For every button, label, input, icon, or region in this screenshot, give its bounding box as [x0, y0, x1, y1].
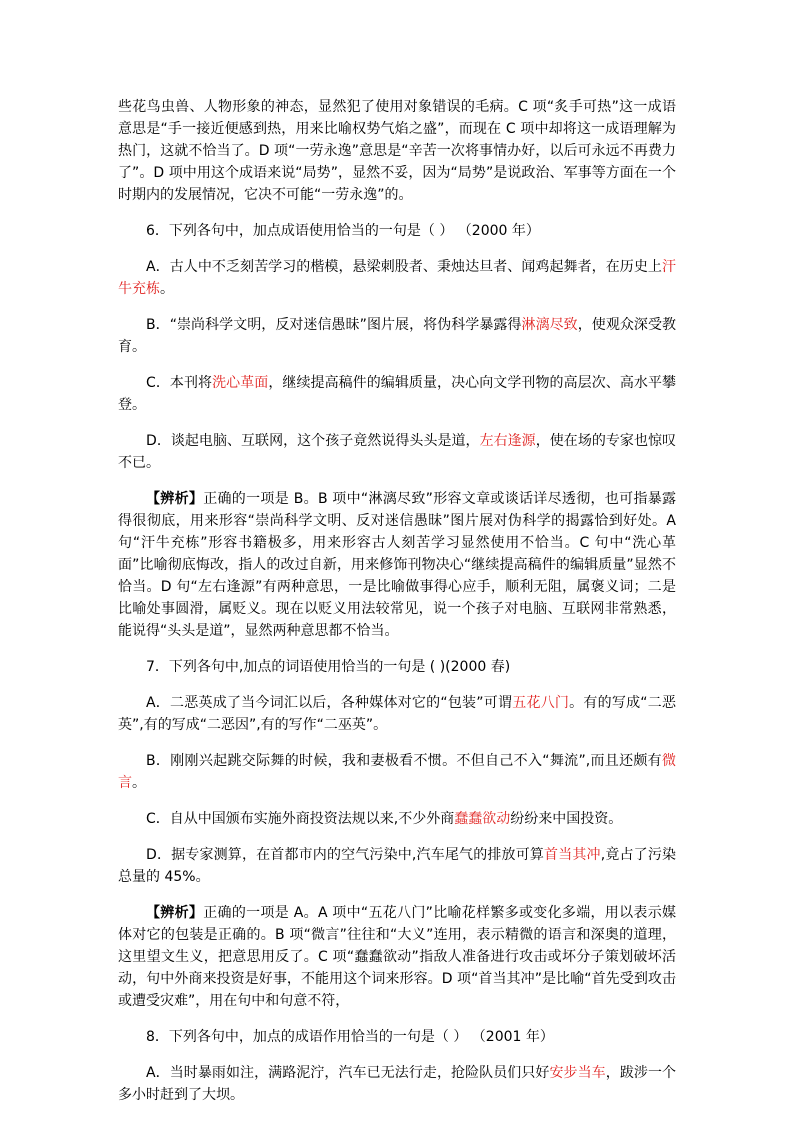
text-run: 。 — [160, 281, 174, 297]
text-run: 8．下列各句中，加点的成语作用恰当的一句是（ ） （2001 年） — [146, 1029, 554, 1045]
text-run: A．当时暴雨如注，满路泥泞，汽车已无法行走，抢险队员们只好 — [146, 1065, 550, 1081]
question-7-option-c — [118, 808, 676, 830]
text-run: 6．下列各句中，加点成语使用恰当的一句是（ ） （2000 年） — [146, 223, 540, 239]
text-run: ，使观众深受教育。 — [118, 317, 677, 355]
text-run: D．谈起电脑、互联网，这个孩子竟然说得头头是道， — [146, 433, 480, 449]
highlighted-idiom: 首当其冲 — [544, 847, 601, 863]
highlighted-idiom: 汗牛充栋 — [118, 259, 676, 297]
text-run: A．古人中不乏刻苦学习的楷模，悬梁刺股者、秉烛达旦者、闻鸡起舞者，在历史上 — [146, 259, 662, 275]
text-run: 些花鸟虫兽、人物形象的神态，显然犯了使用对象错误的毛病。C 项“炙手可热”这一成语意思是“手一接近便感到热，用来比喻权势气焰之盛”，而现在 C 项中却将这一成语理解为热门，这就不恰当了。D 项“一劳永逸”意思是“辛苦一次将事情办好，以后可永远不再费力了”。D 项中用这个成语来说“局势”，显然不妥，因为“局势”是说政治、军事等方面在一个时期内的发展情况，它决不可能“一劳永逸”的。 — [118, 99, 676, 203]
question-7-option-d — [118, 844, 676, 888]
question-6-analysis — [118, 488, 676, 642]
paragraph-intro — [118, 96, 676, 206]
highlighted-idiom: 安步当车 — [549, 1065, 606, 1081]
question-7 — [118, 656, 676, 678]
highlighted-idiom: 微言 — [118, 753, 676, 791]
question-7-option-a — [118, 692, 676, 736]
question-7-analysis — [118, 902, 676, 1012]
question-6-option-c — [118, 372, 676, 416]
question-7-option-b — [118, 750, 676, 794]
text-run: ，使在场的专家也惊叹不已。 — [118, 433, 677, 471]
question-6-option-b — [118, 314, 676, 358]
text-run: 纷纷来中国投资。 — [510, 811, 623, 827]
text-run: 。 — [132, 775, 146, 791]
text-run: ，跋涉一个多小时赶到了大坝。 — [118, 1065, 677, 1103]
question-6-option-a — [118, 256, 676, 300]
text-run: 正确的一项是 A。A 项中“五花八门”比喻花样繁多或变化多端，用以表示媒体对它的包装是正确的。B 项“微言”往往和“大义”连用，表示精微的语言和深奥的道理，这里望文生义，把意思用反了。C 项“蠢蠢欲动”指敌人准备进行攻击或坏分子策划破坏活动，句中外商来投资是好事，不能用这个词来形容。D 项“首当其冲”是比喻“首先受到攻击或遭受灾难”，用在句中和句意不符， — [118, 905, 677, 1009]
text-run: A．二恶英成了当今词汇以后，各种媒体对它的“包装”可谓 — [146, 695, 513, 711]
highlighted-idiom: 蠢蠢欲动 — [454, 811, 511, 827]
text-run: C．本刊将 — [146, 375, 213, 391]
text-run: 7．下列各句中,加点的词语使用恰当的一句是 ( )(2000 春) — [146, 659, 511, 675]
analysis-label: 【辨析】 — [146, 491, 204, 507]
question-6-option-d — [118, 430, 676, 474]
text-run: B．刚刚兴起跳交际舞的时候，我和妻极看不惯。不但自己不入“舞流”,而且还颇有 — [146, 753, 662, 769]
text-run: 正确的一项是 B。B 项中“淋漓尽致”形容文章或谈话详尽透彻，也可指暴露得很彻底，用来形容“崇尚科学文明、反对迷信愚昧”图片展对伪科学的揭露恰到好处。A 句“汗牛充栋”形容书籍极多，用来形容古人刻苦学习显然使用不恰当。C 句中“洗心革面”比喻彻底悔改，指人的改过自新，用来修饰刊物决心“继续提高稿件的编辑质量”显然不恰当。D 句“左右逢源”有两种意思，一是比喻做事得心应手，顺利无阻，属褒义词；二是比喻处事圆滑，属贬义。现在以贬义用法较常见，说一个孩子对电脑、互联网非常熟悉，能说得“头头是道”，显然两种意思都不恰当。 — [118, 491, 676, 639]
text-run: B．“崇尚科学文明，反对迷信愚昧”图片展，将伪科学暴露得 — [146, 317, 522, 333]
question-6 — [118, 220, 676, 242]
text-run: D．据专家测算，在首都市内的空气污染中,汽车尾气的排放可算 — [146, 847, 545, 863]
text-run: ，继续提高稿件的编辑质量，决心向文学刊物的高层次、高水平攀登。 — [118, 375, 677, 413]
highlighted-idiom: 淋漓尽致 — [521, 317, 578, 333]
text-run: C．自从中国颁布实施外商投资法规以来,不少外商 — [146, 811, 455, 827]
highlighted-idiom: 左右逢源 — [479, 433, 536, 449]
question-8 — [118, 1026, 676, 1048]
question-8-option-a — [118, 1062, 676, 1106]
highlighted-idiom: 五花八门 — [512, 695, 570, 711]
document-body — [118, 96, 676, 1106]
text-run: ,竟占了污染总量的 45%。 — [118, 847, 676, 885]
highlighted-idiom: 洗心革面 — [212, 375, 269, 391]
analysis-label: 【辨析】 — [146, 905, 204, 921]
text-run: 。有的写成“二恶英”,有的写成“二恶因”,有的写作“二巫英”。 — [118, 695, 677, 733]
